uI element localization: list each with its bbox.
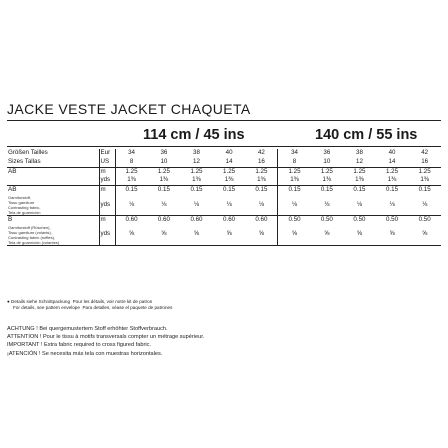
note-fr: Pour les détails, voir notre kit de patron — [72, 299, 153, 304]
unit-us: US — [99, 158, 115, 167]
value-cell: 1⅜ — [257, 176, 266, 184]
view-sublabel: Contrasting fabric, — [8, 204, 41, 210]
value-cell: 34 — [278, 149, 311, 158]
value-cell: 0.60 — [213, 215, 246, 230]
value-cell: 1⅜ — [420, 176, 429, 184]
yardage-table — [7, 149, 441, 247]
value-cell: ⅛ — [389, 200, 395, 208]
value-cell: 1⅜ — [355, 176, 364, 184]
value-cell: 0.15 — [408, 186, 441, 201]
attention-line: ¡ATENCIÓN ! Se necesita más tela con muestras horizontales. — [7, 350, 163, 357]
value-cell: ⅛ — [324, 200, 330, 208]
width-heading-114: 114 cm / 45 ins — [143, 127, 245, 143]
value-cell: 16 — [421, 157, 429, 165]
table-bottom-rule — [7, 245, 441, 247]
value-cell: 1.25 — [245, 167, 278, 176]
value-cell: 42 — [421, 149, 429, 156]
attention-line: IMPORTANT ! Extra fabric required to cross figured fabric. — [7, 342, 151, 349]
value-cell: 0.15 — [278, 186, 311, 201]
value-cell: ⅝ — [226, 230, 232, 238]
value-cell: ⅝ — [161, 230, 167, 238]
value-cell: ⅝ — [258, 230, 264, 238]
value-cell: 0.50 — [408, 215, 441, 230]
value-cell: 0.15 — [148, 186, 181, 201]
view-label-text: AB — [8, 186, 17, 194]
value-cell: ⅛ — [115, 201, 148, 215]
value-cell: 10 — [323, 157, 331, 165]
view-label-text: B — [8, 215, 13, 223]
value-cell: 1.25 — [180, 167, 213, 176]
fabric-row-m — [7, 167, 441, 176]
value-cell: 1.25 — [408, 167, 441, 176]
value-cell: 34 — [115, 149, 148, 158]
value-cell: ⅛ — [161, 200, 167, 208]
value-cell: 1.25 — [115, 167, 148, 176]
view-label — [7, 215, 99, 245]
note-de: ● Details siehe Schnittpackung — [7, 299, 71, 304]
value-cell: 0.15 — [376, 186, 409, 201]
value-cell: 0.15 — [311, 186, 344, 201]
value-cell: ⅝ — [389, 230, 395, 238]
value-cell: 12 — [193, 157, 200, 165]
value-cell: ⅛ — [258, 200, 264, 208]
value-cell: 0.50 — [376, 215, 409, 230]
sizes-label-line: Größen Tailles — [8, 149, 48, 156]
size-row-eur — [7, 149, 441, 158]
unit-m: m — [99, 167, 115, 176]
value-cell: 0.15 — [343, 186, 376, 201]
sizes-label-line: Sizes Tallas — [8, 157, 41, 165]
value-cell: ⅛ — [422, 200, 428, 208]
details-note — [7, 299, 172, 311]
value-cell: 1⅜ — [192, 176, 201, 184]
value-cell: 14 — [388, 157, 396, 165]
value-cell: 0.60 — [180, 215, 213, 230]
view-sublabel: Tissu garniture (volants), — [8, 229, 52, 235]
value-cell: 1⅜ — [159, 176, 169, 184]
value-cell: 0.50 — [278, 215, 311, 230]
unit-eur: Eur — [99, 149, 115, 158]
sizes-label — [7, 149, 99, 167]
value-cell: 1.25 — [311, 167, 344, 176]
value-cell: 10 — [160, 157, 168, 165]
value-cell: ⅝ — [193, 230, 200, 238]
value-cell: 36 — [323, 149, 331, 156]
value-cell: 38 — [193, 149, 200, 156]
width-heading-140: 140 cm / 55 ins — [315, 127, 418, 143]
value-cell: 0.60 — [245, 215, 278, 230]
attention-line: ACHTUNG ! Bei quergemustertem Stoff erhöhter Stoffverbrauch. — [7, 326, 168, 332]
attention-line: ATTENTION ! Pour le tissu à motifs transversals compter un métrage supérieur. — [7, 334, 205, 341]
value-cell: 1.25 — [213, 167, 246, 176]
value-cell: 1⅜ — [115, 176, 148, 185]
value-cell: ⅛ — [356, 200, 363, 208]
value-cell: ⅝ — [422, 230, 428, 238]
value-cell: 38 — [356, 149, 363, 156]
view-sublabel: Tela de guarnición (volantes) — [8, 239, 60, 245]
value-cell: 1⅜ — [224, 176, 234, 184]
value-cell: 1.25 — [376, 167, 409, 176]
value-cell: ⅝ — [278, 230, 311, 244]
value-cell: 12 — [356, 157, 363, 165]
value-cell: 0.15 — [245, 186, 278, 201]
value-cell: 14 — [225, 157, 233, 165]
value-cell: 8 — [115, 158, 148, 167]
value-cell: 1⅜ — [278, 176, 311, 185]
unit-m: m — [99, 215, 115, 230]
unit-m: m — [99, 186, 115, 201]
value-cell: ⅝ — [115, 230, 148, 244]
page-title: JACKE VESTE JACKET CHAQUETA — [7, 101, 251, 117]
fabric-row-m — [7, 215, 441, 230]
fabric-row-m — [7, 186, 441, 201]
value-cell: ⅛ — [278, 201, 311, 215]
value-cell: 42 — [257, 149, 265, 156]
view-label-text: AB — [8, 167, 17, 175]
value-cell: 0.50 — [343, 215, 376, 230]
view-label — [7, 167, 99, 186]
value-cell: 1⅜ — [322, 176, 332, 184]
note-en: For details, see pattern envelope — [13, 305, 80, 310]
value-cell: 40 — [225, 149, 233, 156]
value-cell: ⅝ — [356, 230, 363, 238]
unit-yds: yds — [99, 201, 115, 215]
value-cell: 1.25 — [278, 167, 311, 176]
view-sublabel: Garniturstoff, — [8, 194, 32, 200]
header-rule — [7, 146, 441, 147]
title-rule — [7, 120, 441, 121]
unit-yds: yds — [99, 230, 115, 244]
view-sublabel: Tela de guarnición — [8, 209, 41, 215]
value-cell: 40 — [388, 149, 396, 156]
view-sublabel: Contrasting fabric (ruffles), — [8, 234, 56, 240]
value-cell: ⅝ — [324, 230, 330, 238]
table-bottom-cell — [7, 245, 441, 247]
value-cell: 1.25 — [343, 167, 376, 176]
value-cell: 16 — [257, 157, 265, 165]
value-cell: 0.15 — [213, 186, 246, 201]
note-es: Para detalles, véase el paquete de patrones — [82, 305, 173, 310]
attention-block — [7, 325, 204, 358]
value-cell: 0.15 — [115, 186, 148, 201]
value-cell: 36 — [160, 149, 168, 156]
view-label — [7, 186, 99, 216]
value-cell: 0.50 — [311, 215, 344, 230]
view-sublabel: Tissu garniture — [8, 199, 35, 205]
value-cell: 0.15 — [180, 186, 213, 201]
value-cell: ⅛ — [193, 200, 200, 208]
value-cell: 8 — [278, 158, 311, 167]
value-cell: 1.25 — [148, 167, 181, 176]
value-cell: 1⅜ — [387, 176, 397, 184]
view-sublabel: Garniturstoff (Rüschen), — [8, 224, 51, 230]
value-cell: 0.60 — [148, 215, 181, 230]
value-cell: 0.60 — [115, 215, 148, 230]
unit-yds: yds — [99, 176, 115, 185]
value-cell: ⅛ — [226, 200, 232, 208]
